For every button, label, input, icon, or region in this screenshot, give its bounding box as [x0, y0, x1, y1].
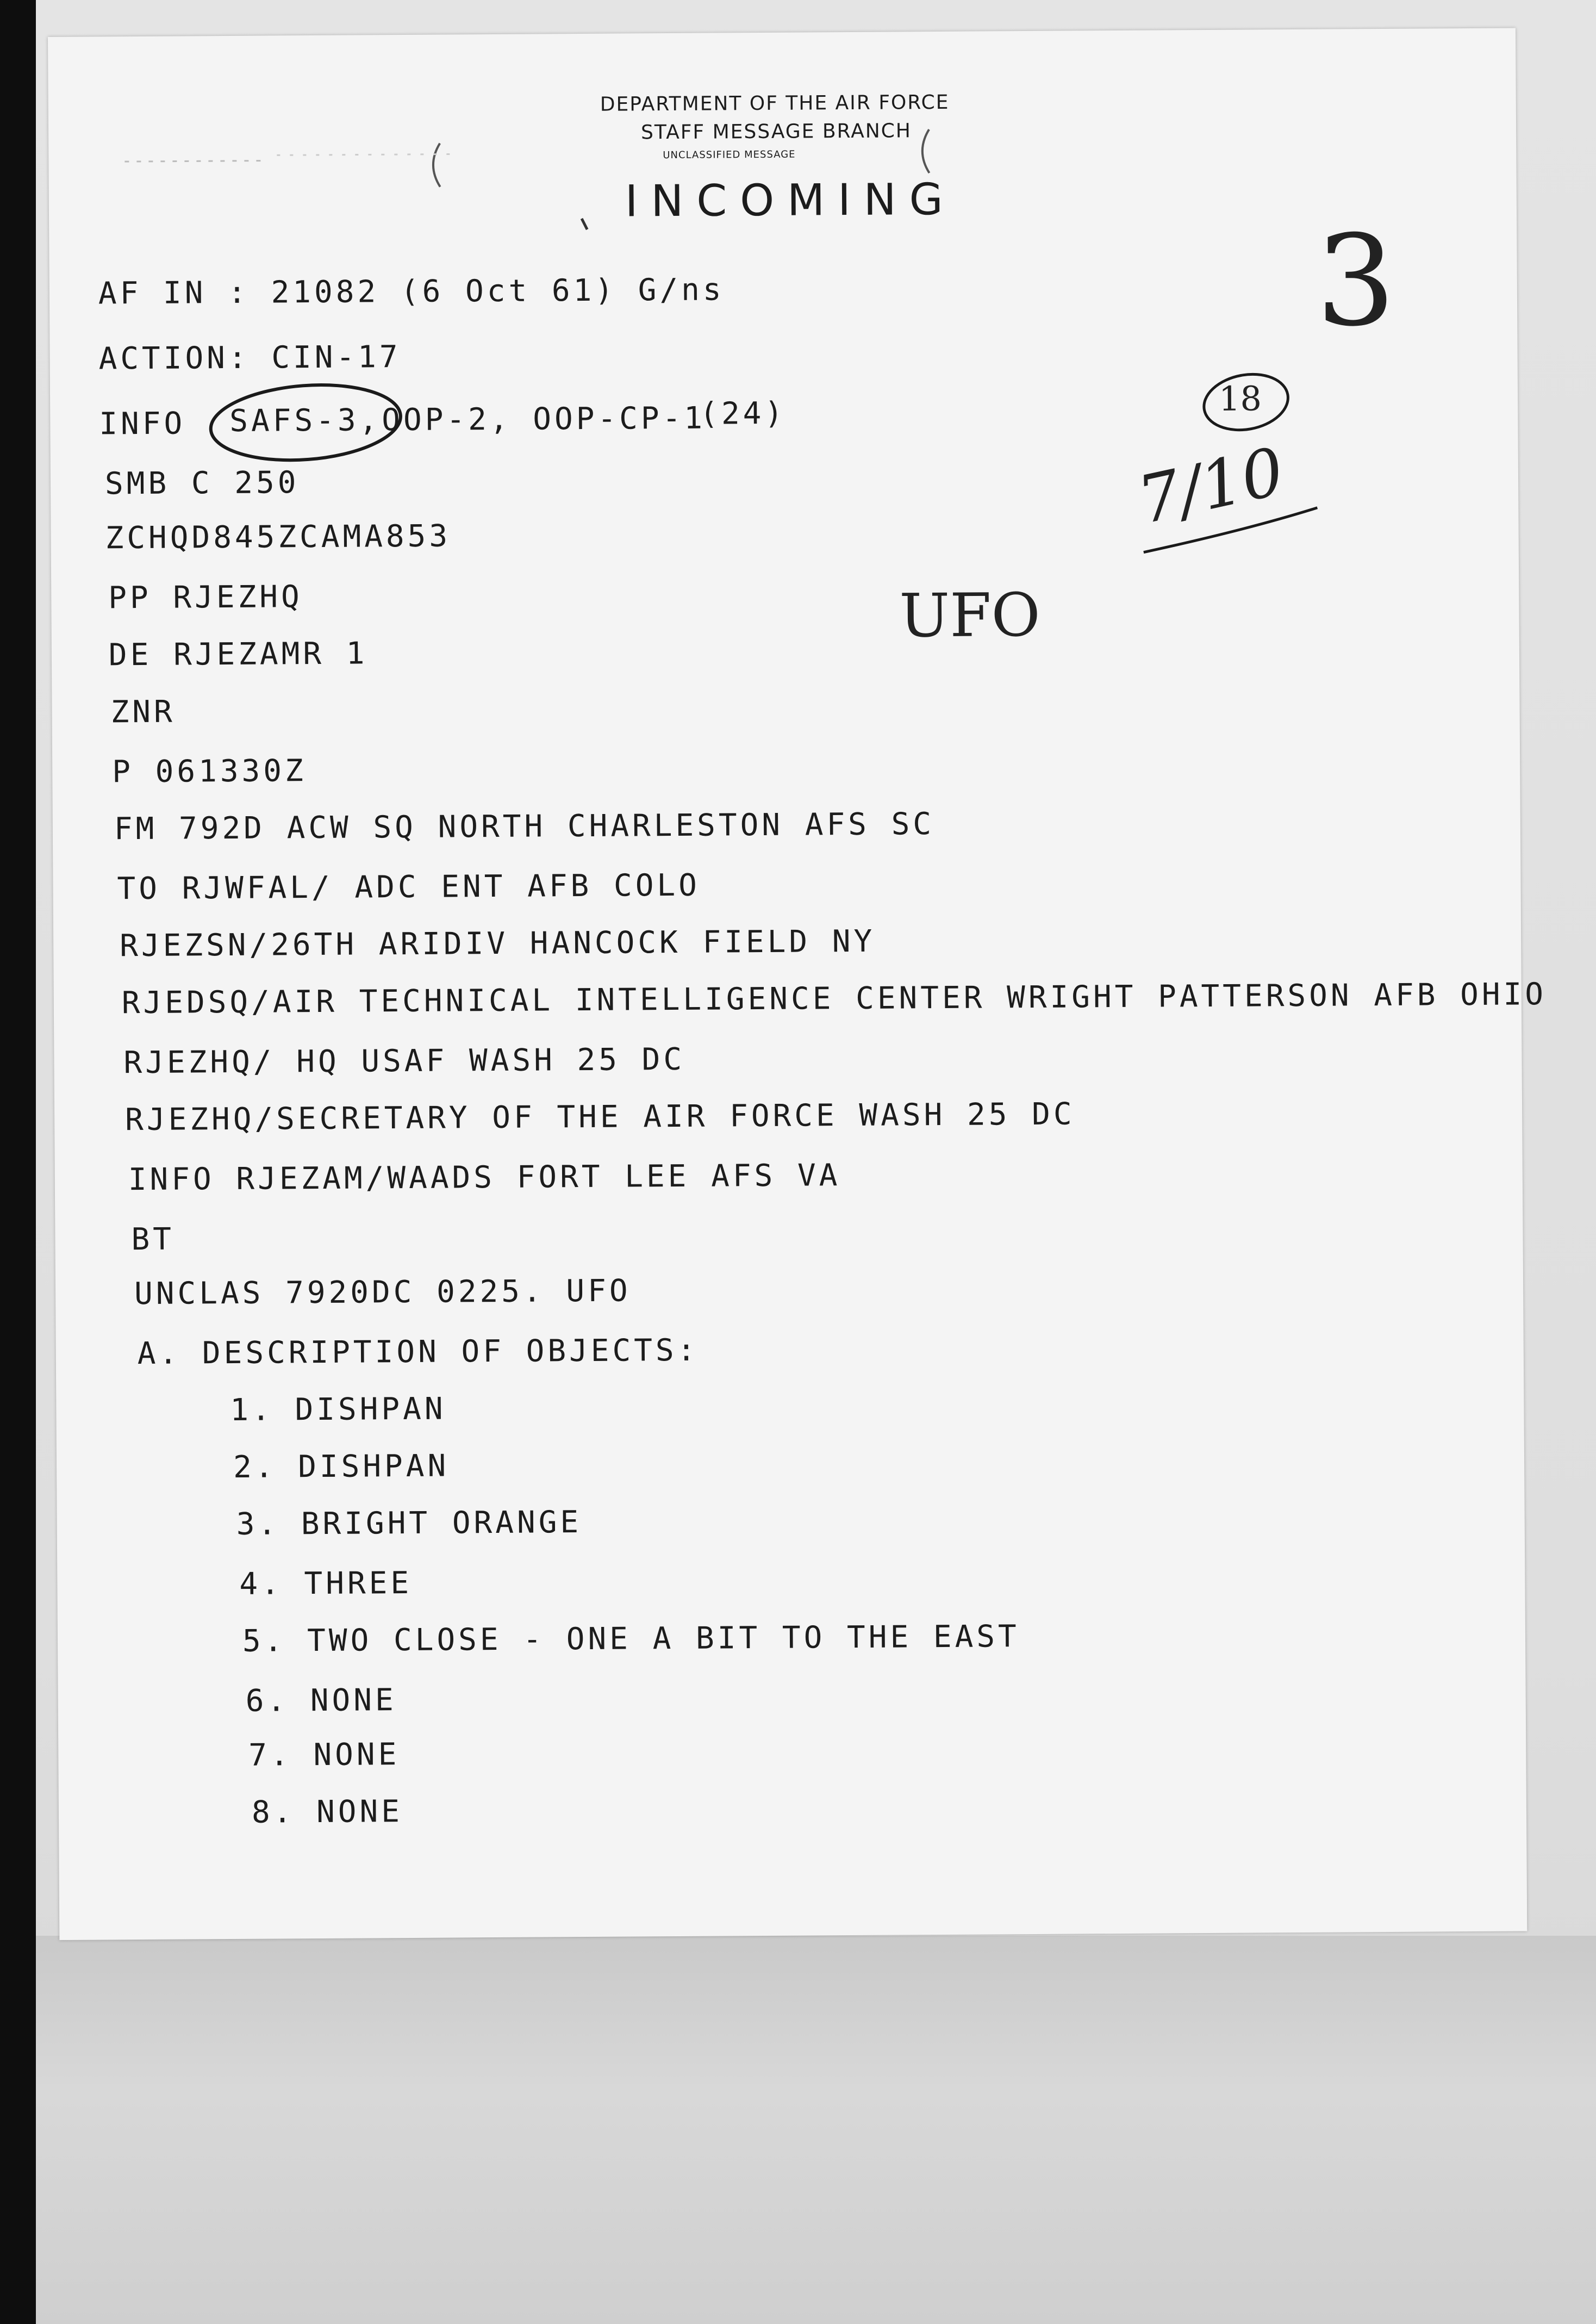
object-item: 4. THREE [239, 1565, 413, 1602]
object-item: 3. BRIGHT ORANGE [236, 1505, 582, 1542]
message-line: INFO RJEZAM/WAADS FORT LEE AFS VA [128, 1158, 841, 1198]
object-item: 6. NONE [245, 1682, 397, 1719]
message-line: RJEZHQ/ HQ USAF WASH 25 DC [123, 1041, 685, 1081]
message-line: RJEZSN/26TH ARIDIV HANCOCK FIELD NY [120, 923, 876, 964]
object-item: 5. TWO CLOSE - ONE A BIT TO THE EAST [242, 1619, 1020, 1659]
info-circled-code: SAFS-3, [229, 402, 381, 439]
message-line: ZCHQD845ZCAMA853 [105, 518, 451, 556]
classification-note: UNCLASSIFIED MESSAGE [663, 148, 796, 161]
message-line: RJEZHQ/SECRETARY OF THE AIR FORCE WASH 25 DC [124, 1096, 1075, 1138]
handwritten-circled-number: 18 [1218, 378, 1262, 419]
info-label: INFO [99, 406, 186, 442]
message-line: TO RJWFAL/ ADC ENT AFB COLO [117, 867, 701, 907]
branch-heading: STAFF MESSAGE BRANCH [640, 120, 912, 144]
object-item: 7. NONE [248, 1737, 400, 1773]
handwritten-page-number: 3 [1315, 208, 1396, 355]
message-line: FM 792D ACW SQ NORTH CHARLESTON AFS SC [114, 806, 935, 847]
action-line: ACTION: CIN-17 [98, 339, 401, 377]
incoming-title: INCOMING [625, 173, 956, 227]
department-heading: DEPARTMENT OF THE AIR FORCE [600, 91, 950, 116]
info-routing-codes: OOP-2, OOP-CP-1 [382, 400, 706, 438]
handwritten-initials: 7/10 [1131, 433, 1291, 539]
message-line: SMB C 250 [104, 465, 300, 502]
message-line: UNCLAS 7920DC 0225. UFO [134, 1273, 631, 1312]
message-line: RJEDSQ/AIR TECHNICAL INTELLIGENCE CENTER WRIGHT PATTERSON AFB OHIO [121, 977, 1547, 1021]
object-item: 8. NONE [251, 1794, 403, 1830]
scan-background-lower [36, 1936, 1596, 2324]
objects-heading: A. DESCRIPTION OF OBJECTS: [137, 1332, 699, 1372]
handwritten-ufo-note: UFO [899, 580, 1041, 651]
object-item: 2. DISHPAN [233, 1448, 450, 1485]
message-line: BT [131, 1221, 175, 1258]
info-count: (24) [700, 395, 787, 432]
message-line: ZNR [110, 694, 176, 730]
object-item: 1. DISHPAN [230, 1391, 446, 1428]
message-line: DE RJEZAMR 1 [108, 636, 368, 673]
message-page [48, 28, 1547, 1940]
message-line: P 061330Z [112, 753, 307, 790]
message-line: PP RJEZHQ [108, 579, 303, 616]
af-in-line: AF IN : 21082 (6 Oct 61) G/ns [98, 272, 725, 312]
